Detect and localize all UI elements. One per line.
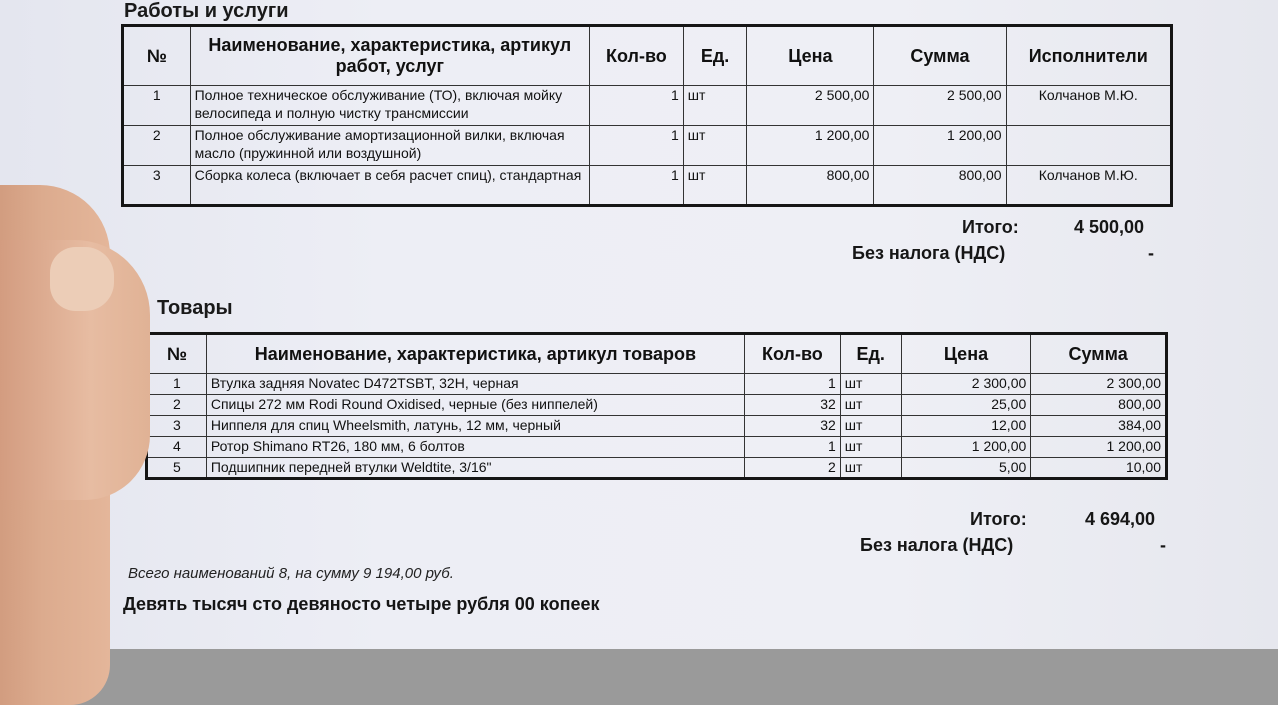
goods-vat-label: Без налога (НДС) — [860, 535, 1014, 555]
row-num: 1 — [147, 374, 207, 395]
row-name: Втулка задняя Novatec D472TSBT, 32H, черная — [206, 374, 744, 395]
row-price: 2 300,00 — [901, 374, 1031, 395]
row-sum: 10,00 — [1031, 458, 1167, 479]
table-row — [147, 395, 1167, 416]
row-sum: 800,00 — [874, 166, 1006, 206]
row-num: 3 — [147, 416, 207, 437]
row-name: Ниппеля для спиц Wheelsmith, латунь, 12 мм, черный — [206, 416, 744, 437]
col-performer-header: Исполнители — [1006, 26, 1171, 86]
col-unit-header: Ед. — [683, 26, 747, 86]
row-qty: 1 — [590, 86, 684, 126]
row-qty: 1 — [745, 374, 841, 395]
row-unit: шт — [683, 126, 747, 166]
table-row — [147, 416, 1167, 437]
goods-title: Товары — [157, 297, 233, 319]
col-name-header: Наименование, характеристика, артикул товаров — [206, 334, 744, 374]
col-num-header: № — [123, 26, 191, 86]
row-qty: 32 — [745, 416, 841, 437]
row-num: 1 — [123, 86, 191, 126]
row-name: Полное обслуживание амортизационной вилки, включая масло (пружинной или воздушной) — [190, 126, 589, 166]
col-unit-header: Ед. — [840, 334, 901, 374]
amount-in-words: Девять тысяч сто девяносто четыре рубля 00 копеек — [123, 594, 600, 614]
services-vat-label: Без налога (НДС) — [852, 243, 1006, 263]
goods-total-label: Итого: — [970, 509, 1027, 529]
goods-header-row — [147, 334, 1167, 374]
row-performer — [1006, 126, 1171, 166]
row-price: 1 200,00 — [747, 126, 874, 166]
row-qty: 2 — [745, 458, 841, 479]
col-sum-header: Сумма — [1031, 334, 1167, 374]
row-qty: 1 — [745, 437, 841, 458]
row-sum: 1 200,00 — [1031, 437, 1167, 458]
row-price: 800,00 — [747, 166, 874, 206]
services-total-label: Итого: — [962, 217, 1019, 237]
col-sum-header: Сумма — [874, 26, 1006, 86]
row-qty: 32 — [745, 395, 841, 416]
row-name: Ротор Shimano RT26, 180 мм, 6 болтов — [206, 437, 744, 458]
col-price-header: Цена — [901, 334, 1031, 374]
row-price: 2 500,00 — [747, 86, 874, 126]
services-table — [121, 24, 1173, 207]
services-title: Работы и услуги — [124, 0, 289, 22]
row-sum: 2 300,00 — [1031, 374, 1167, 395]
row-unit: шт — [683, 166, 747, 206]
row-performer: Колчанов М.Ю. — [1006, 86, 1171, 126]
col-name-header: Наименование, характеристика, артикул работ, услуг — [190, 26, 589, 86]
row-num: 2 — [147, 395, 207, 416]
row-price: 5,00 — [901, 458, 1031, 479]
row-price: 1 200,00 — [901, 437, 1031, 458]
row-performer: Колчанов М.Ю. — [1006, 166, 1171, 206]
row-num: 5 — [147, 458, 207, 479]
col-qty-header: Кол-во — [745, 334, 841, 374]
thumbnail — [50, 247, 114, 311]
services-vat-value: - — [1148, 243, 1154, 263]
row-unit: шт — [840, 416, 901, 437]
row-num: 2 — [123, 126, 191, 166]
services-total-value: 4 500,00 — [1074, 217, 1145, 237]
row-name: Спицы 272 мм Rodi Round Oxidised, черные (без ниппелей) — [206, 395, 744, 416]
table-row — [147, 458, 1167, 479]
row-sum: 800,00 — [1031, 395, 1167, 416]
table-row — [123, 166, 1172, 206]
row-unit: шт — [840, 437, 901, 458]
table-row — [147, 437, 1167, 458]
services-header-row — [123, 26, 1172, 86]
row-unit: шт — [840, 374, 901, 395]
goods-total-value: 4 694,00 — [1085, 509, 1156, 529]
table-row — [123, 86, 1172, 126]
col-qty-header: Кол-во — [590, 26, 684, 86]
row-name: Подшипник передней втулки Weldtite, 3/16" — [206, 458, 744, 479]
row-sum: 2 500,00 — [874, 86, 1006, 126]
row-name: Сборка колеса (включает в себя расчет спиц), стандартная — [190, 166, 589, 206]
row-unit: шт — [683, 86, 747, 126]
table-row — [147, 374, 1167, 395]
row-qty: 1 — [590, 166, 684, 206]
row-sum: 384,00 — [1031, 416, 1167, 437]
row-price: 12,00 — [901, 416, 1031, 437]
table-row — [123, 126, 1172, 166]
row-sum: 1 200,00 — [874, 126, 1006, 166]
row-num: 3 — [123, 166, 191, 206]
items-count-note: Всего наименований 8, на сумму 9 194,00 руб. — [128, 565, 454, 582]
col-price-header: Цена — [747, 26, 874, 86]
row-qty: 1 — [590, 126, 684, 166]
row-price: 25,00 — [901, 395, 1031, 416]
col-num-header: № — [147, 334, 207, 374]
row-unit: шт — [840, 458, 901, 479]
goods-table — [145, 332, 1168, 480]
goods-vat-value: - — [1160, 535, 1166, 555]
row-unit: шт — [840, 395, 901, 416]
row-name: Полное техническое обслуживание (ТО), включая мойку велосипеда и полную чистку трансмиссии — [190, 86, 589, 126]
row-num: 4 — [147, 437, 207, 458]
